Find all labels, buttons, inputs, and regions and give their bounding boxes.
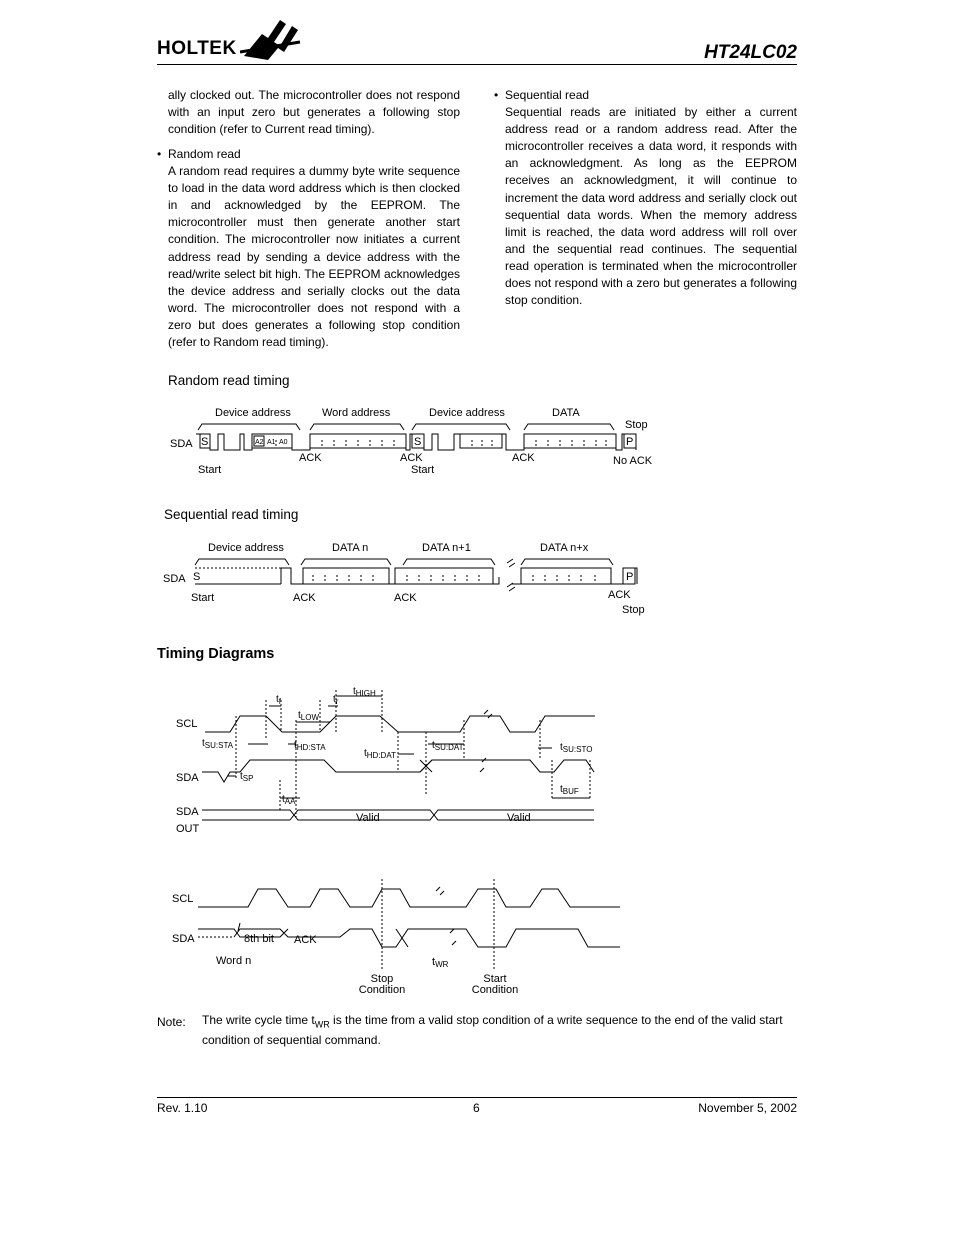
svg-text:tr: $t_r$ bbox=[333, 694, 339, 706]
thddat-label: t bbox=[364, 748, 367, 759]
footer-page-number: 6 bbox=[473, 1101, 480, 1115]
note-label: Note: bbox=[157, 1015, 186, 1029]
rr-a2: A2 bbox=[255, 439, 264, 446]
td1-sda: SDA bbox=[176, 772, 199, 784]
timing-diagrams-heading: Timing Diagrams bbox=[157, 646, 275, 662]
rr-word-address: Word address bbox=[322, 407, 391, 419]
svg-text:tLOW: $t_{LOW}$ bbox=[298, 710, 320, 722]
sr-ack-3: ACK bbox=[608, 589, 631, 601]
svg-text:tf: $t_f$ bbox=[276, 694, 282, 706]
sr-ack-2: ACK bbox=[394, 592, 417, 604]
sequential-read-section bbox=[505, 87, 797, 309]
tsusto-label: t bbox=[560, 742, 563, 753]
rr-p: P bbox=[626, 436, 634, 448]
bullet-icon: • bbox=[494, 88, 499, 102]
twr-label: t bbox=[432, 956, 436, 968]
header-rule bbox=[157, 64, 797, 65]
sr-sda: SDA bbox=[163, 573, 186, 585]
td2-stop-1: Stop bbox=[370, 973, 394, 985]
left-para-continued: ally clocked out. The microcontroller does not respond with an input zero but generates a following stop condition (refer to Current read timing). bbox=[168, 88, 460, 137]
td2-stop-2: Condition bbox=[358, 984, 406, 996]
td2-ack: ACK bbox=[294, 934, 317, 946]
td2-scl: SCL bbox=[172, 893, 194, 905]
td2-start-1: Start bbox=[483, 973, 507, 985]
svg-text:tHD:STA: $t_{HD:STA}$ bbox=[294, 740, 326, 752]
sr-s: S bbox=[193, 571, 201, 583]
rr-sda: SDA bbox=[170, 438, 193, 450]
taa-label: t bbox=[282, 794, 285, 805]
brand-name: HOLTEK bbox=[157, 38, 237, 59]
rr-s1: S bbox=[201, 436, 209, 448]
rr-device-address-2: Device address bbox=[429, 407, 505, 419]
td1-scl: SCL bbox=[176, 718, 198, 730]
sr-p: P bbox=[626, 571, 634, 583]
thdsta-label: t bbox=[294, 740, 297, 751]
footer-rule bbox=[157, 1097, 797, 1098]
timing-diagram-2 bbox=[160, 875, 630, 1000]
random-read-timing-heading: Random read timing bbox=[168, 373, 290, 388]
sequential-read-timing-diagram bbox=[155, 535, 655, 620]
tr-label: t bbox=[333, 694, 336, 705]
svg-text:tSP: $t_{SP}$ bbox=[240, 771, 254, 783]
sequential-read-title: Sequential read bbox=[505, 88, 590, 102]
tsusta-label: t bbox=[202, 738, 205, 749]
timing-diagram-1 bbox=[160, 680, 610, 840]
holtek-logo-icon bbox=[240, 12, 302, 60]
rr-data: DATA bbox=[552, 407, 580, 419]
rr-ack-2: ACK bbox=[400, 452, 423, 464]
tbuf-label: t bbox=[560, 784, 563, 795]
rr-start-1: Start bbox=[198, 464, 222, 476]
td1-sda-out-1: SDA bbox=[176, 806, 199, 818]
rr-ack-3: ACK bbox=[512, 452, 535, 464]
random-read-title: Random read bbox=[168, 147, 241, 161]
tsp-label: t bbox=[240, 771, 243, 782]
svg-text:tBUF: $t_{BUF}$ bbox=[560, 784, 579, 796]
rr-device-address-1: Device address bbox=[215, 407, 291, 419]
thigh-label: t bbox=[353, 686, 356, 697]
footer-date: November 5, 2002 bbox=[698, 1101, 797, 1115]
sr-data-n1: DATA n+1 bbox=[422, 542, 471, 554]
rr-a1: A1 bbox=[267, 439, 276, 446]
sr-device-address: Device address bbox=[208, 542, 284, 554]
td2-word-n: Word n bbox=[216, 955, 252, 967]
rr-start-2: Start bbox=[411, 464, 435, 476]
rr-stop: Stop bbox=[625, 419, 648, 431]
td2-8th-bit: 8th bit bbox=[244, 933, 274, 945]
svg-text:tAA: $t_{AA}$ bbox=[282, 794, 296, 806]
rr-no-ack: No ACK bbox=[613, 455, 653, 467]
td1-valid-2: Valid bbox=[507, 812, 531, 824]
td1-sda-out-2: OUT bbox=[176, 823, 200, 835]
svg-text:tHIGH: $t_{HIGH}$ bbox=[353, 686, 376, 698]
rr-ack-1: ACK bbox=[299, 452, 322, 464]
sr-data-nx: DATA n+x bbox=[540, 542, 589, 554]
sr-start: Start bbox=[191, 592, 215, 604]
footer-revision: Rev. 1.10 bbox=[157, 1101, 208, 1115]
svg-text:tWR: tWR bbox=[432, 956, 449, 969]
rr-a0: A0 bbox=[279, 439, 288, 446]
random-read-timing-diagram bbox=[160, 400, 680, 480]
td2-start-2: Condition bbox=[471, 984, 519, 996]
svg-text:tSU:STO: $t_{SU:STO}$ bbox=[560, 742, 593, 754]
rr-s2: S bbox=[414, 436, 422, 448]
sr-data-n: DATA n bbox=[332, 542, 369, 554]
svg-text:tSU:STA: $t_{SU:STA}$ bbox=[202, 738, 234, 750]
tsudat-label: t bbox=[432, 740, 435, 751]
sequential-read-timing-heading: Sequential read timing bbox=[164, 507, 299, 522]
td1-valid-1: Valid bbox=[356, 812, 380, 824]
random-read-body: A random read requires a dummy byte write sequence to load in the data word address which is then clocked in and acknowledged by the EEPROM. The microcontroller must then generate another start condition. The microcontroller now initiates a current address read by sending a device address with the read/write select bit high. The EEPROM acknowledges the device address and serially clocks out the data word. The microcontroller does not respond with a zero but does generates a following stop condition (refer to Random read timing). bbox=[168, 164, 460, 350]
tlow-label: t bbox=[298, 710, 301, 721]
sequential-read-body: Sequential reads are initiated by either a current address read or a random address read. After the microcontroller receives a data word, it responds with an acknowledgment. As long as the EEPROM receives an acknowledgment, it will continue to increment the data word address and serially clock out sequential data words. When the memory address limit is reached, the data word address will roll over and the sequential read continues. The sequential read operation is terminated when the microcontroller does not respond with a zero but generates a following stop condition. bbox=[505, 105, 797, 308]
random-read-section bbox=[168, 146, 460, 351]
svg-text:tHD:DAT: $t_{HD:DAT}$ bbox=[364, 748, 396, 760]
bullet-icon: • bbox=[157, 147, 162, 161]
td2-sda: SDA bbox=[172, 933, 195, 945]
part-number: HT24LC02 bbox=[704, 42, 797, 63]
sr-ack-1: ACK bbox=[293, 592, 316, 604]
sr-stop: Stop bbox=[622, 604, 645, 616]
tf-label: t bbox=[276, 694, 279, 705]
note-text: The write cycle time $t_{WR}$ is the time from a valid stop condition of a write sequence to the end of the valid start condition of sequential command. bbox=[202, 1013, 783, 1048]
svg-text:tSU:DAT: $t_{SU:DAT}$ bbox=[432, 740, 464, 752]
